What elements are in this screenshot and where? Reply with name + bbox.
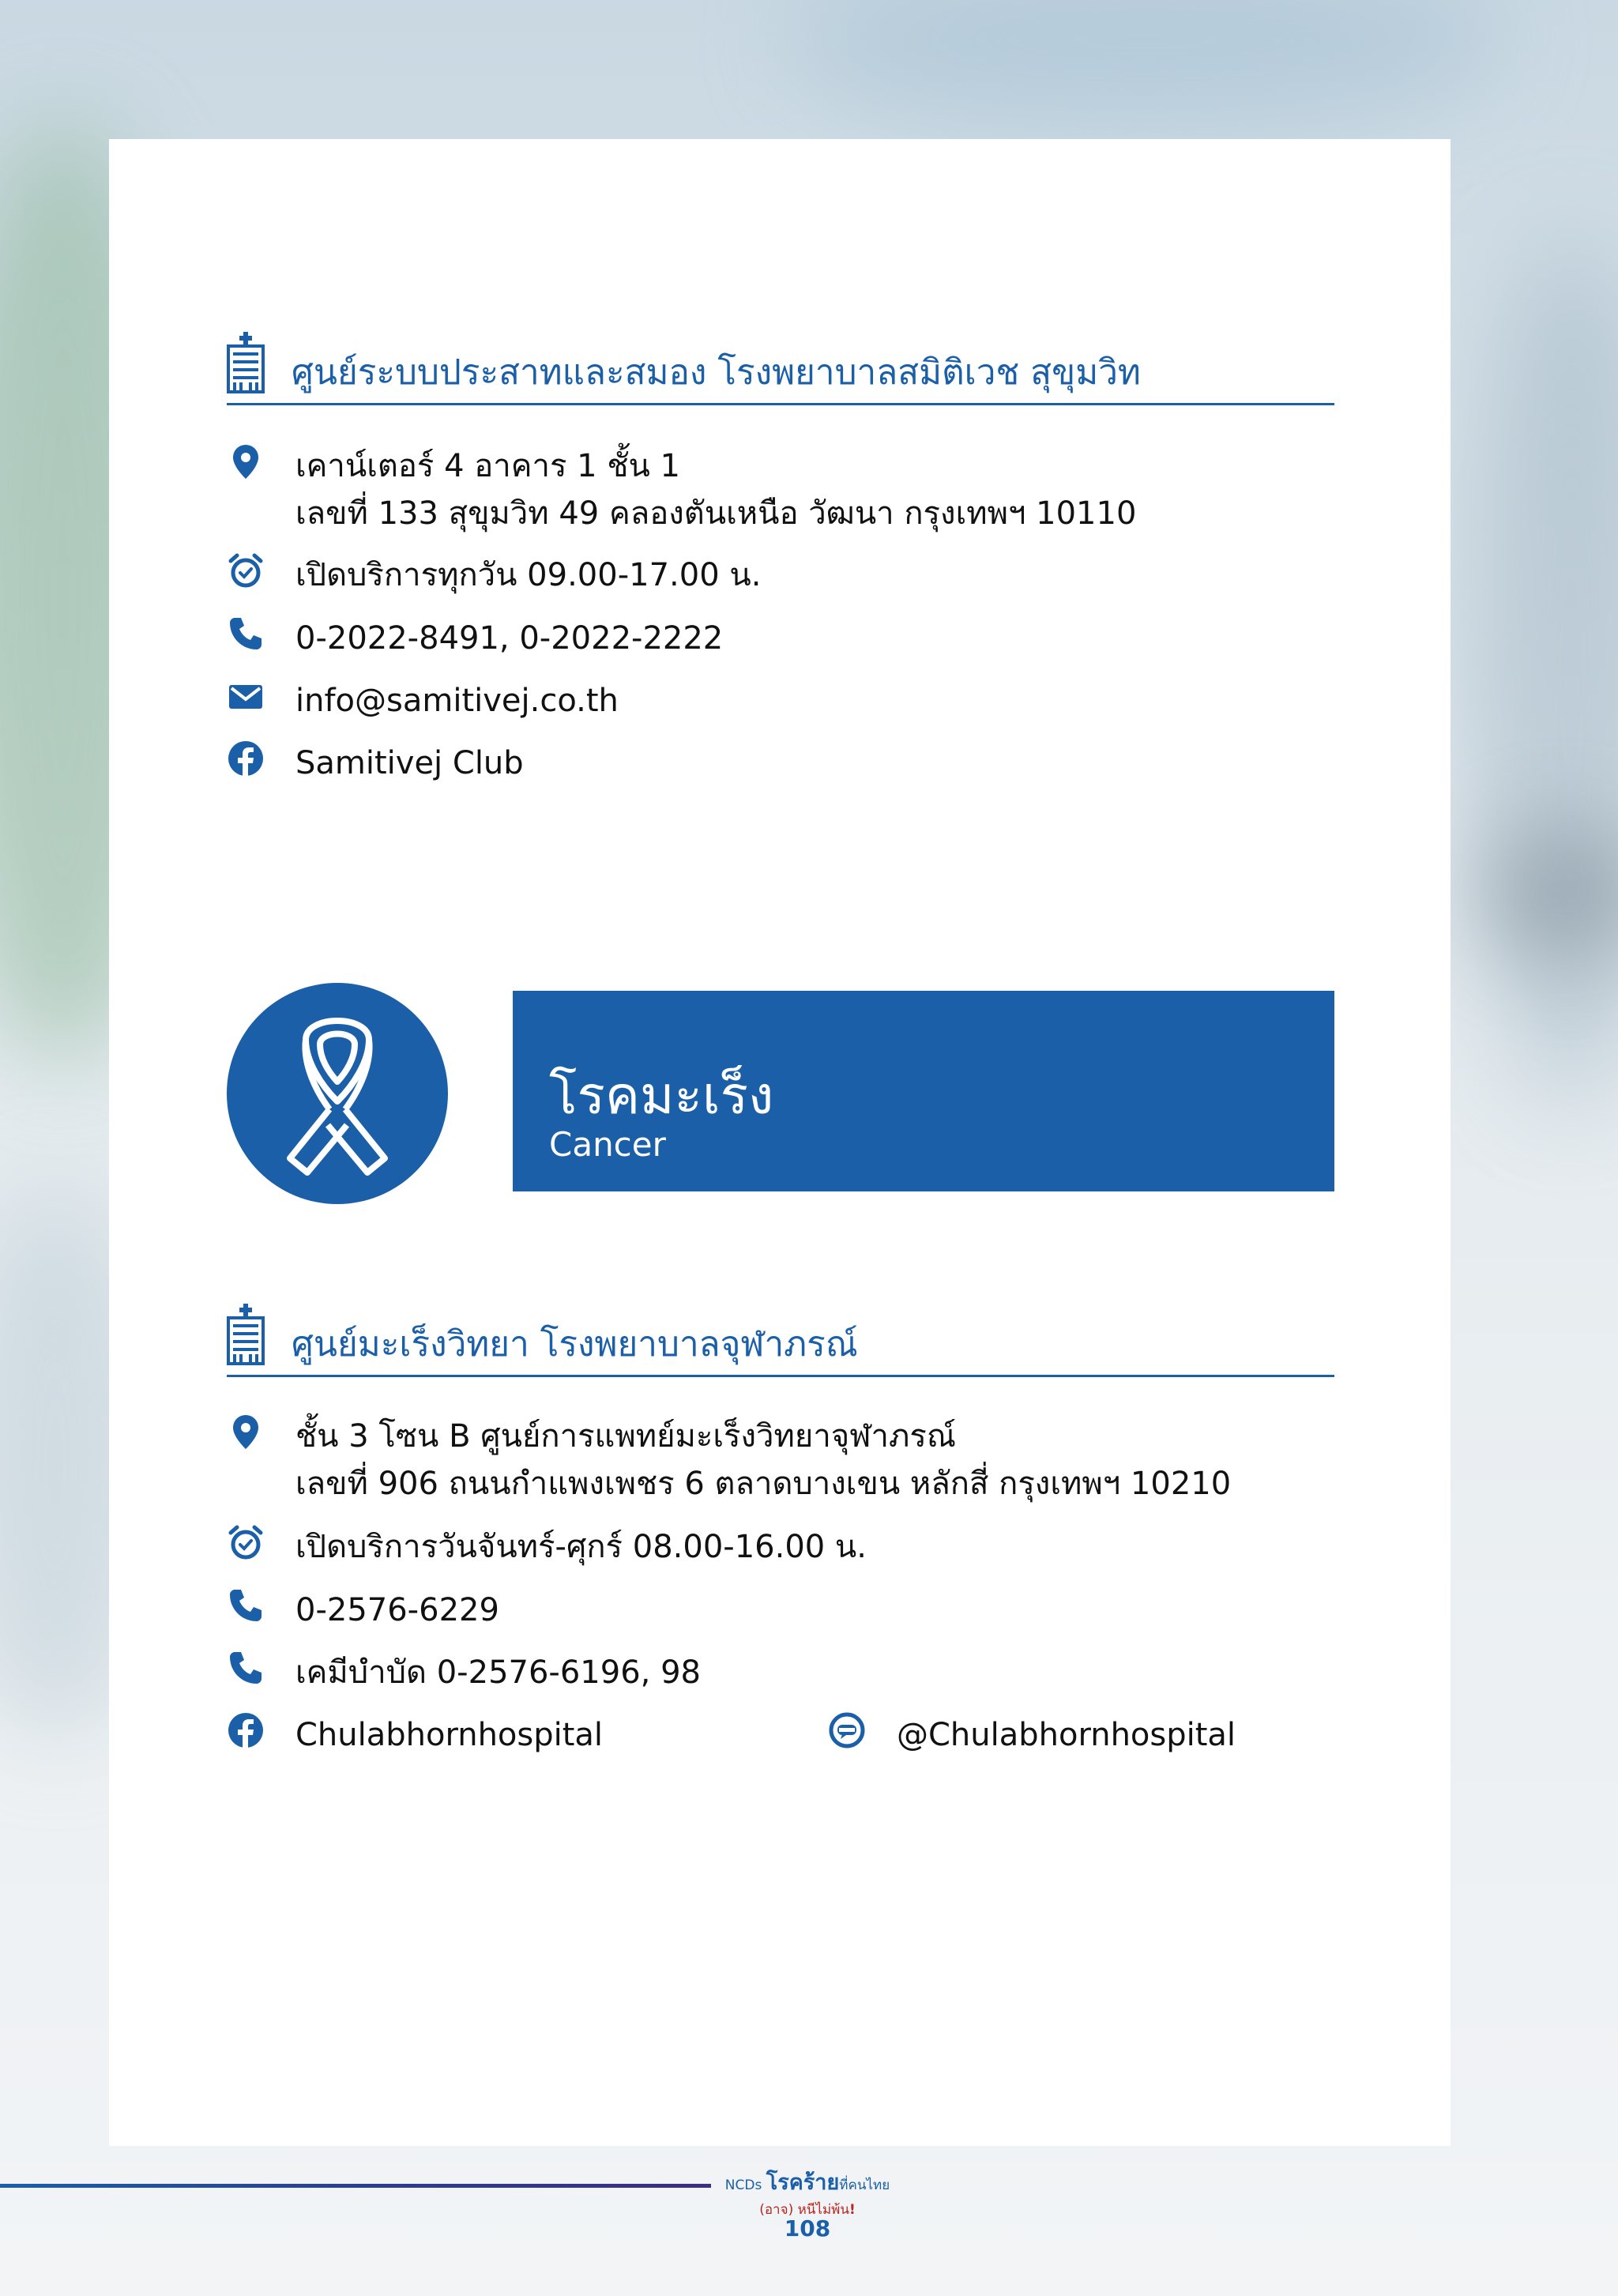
location-pin-icon [227,442,265,480]
brand-bold: โรคร้าย [766,2170,840,2195]
section-title: ศูนย์มะเร็งวิทยา โรงพยาบาลจุฬาภรณ์ [292,1324,858,1364]
section-title: ศูนย์ระบบประสาทและสมอง โรงพยาบาลสมิติเวช สุขุมวิท [292,352,1141,393]
hospital-building-icon [227,1304,265,1365]
alarm-clock-icon [227,1523,265,1561]
address-line-2: เลขที่ 133 สุขุมวิท 49 คลองตันเหนือ วัฒนา กรุงเทพฯ 10110 [295,495,1137,532]
category-icon-circle [227,983,448,1204]
envelope-icon [227,677,265,715]
phone-icon [227,1649,265,1687]
address-line-1: ชั้น 3 โซน B ศูนย์การแพทย์มะเร็งวิทยาจุฬาภรณ์ [295,1418,956,1455]
line-link[interactable]: @Chulabhornhospital [897,1717,1236,1753]
phone-icon [227,1586,265,1624]
phone-text[interactable]: 0-2022-8491, 0-2022-2222 [295,620,724,657]
brand-small: NCDs [724,2177,762,2193]
location-pin-icon [227,1413,265,1451]
facebook-link[interactable]: Samitivej Club [295,745,524,781]
facebook-icon [227,1711,265,1749]
hours-text: เปิดบริการทุกวัน 09.00-17.00 น. [295,557,762,593]
ribbon-icon [227,983,448,1204]
category-title-english: Cancer [549,1125,666,1164]
footer-brand-logo [721,2165,894,2220]
alarm-clock-icon [227,551,265,589]
category-banner [513,991,1334,1191]
address-line-2: เลขที่ 906 ถนนกำแพงเพชร 6 ตลาดบางเขน หลักสี่ กรุงเทพฯ 10210 [295,1466,1232,1502]
brand-exclamation: ! [849,2202,856,2218]
facebook-link[interactable]: Chulabhornhospital [295,1717,604,1753]
category-title-thai: โรคมะเร็ง [549,1065,774,1126]
line-app-icon [828,1711,866,1749]
email-link[interactable]: info@samitivej.co.th [295,683,619,719]
hospital-building-icon [227,332,265,393]
section-header-samitivej [227,332,1334,405]
address-line-1: เคาน์เตอร์ 4 อาคาร 1 ชั้น 1 [295,448,680,484]
brand-rest: ที่คนไทย [839,2177,890,2193]
facebook-icon [227,740,265,777]
section-header-chulabhorn [227,1304,1334,1377]
hours-text: เปิดบริการวันจันทร์-ศุกร์ 08.00-16.00 น. [295,1529,867,1565]
page-number: 108 [784,2215,831,2241]
chemo-phone-text[interactable]: เคมีบำบัด 0-2576-6196, 98 [295,1654,701,1691]
brand-line2: (อาจ) หนีไม่พ้น [759,2202,850,2218]
phone-icon [227,615,265,653]
phone-text[interactable]: 0-2576-6229 [295,1592,499,1628]
footer-divider [0,2184,711,2188]
